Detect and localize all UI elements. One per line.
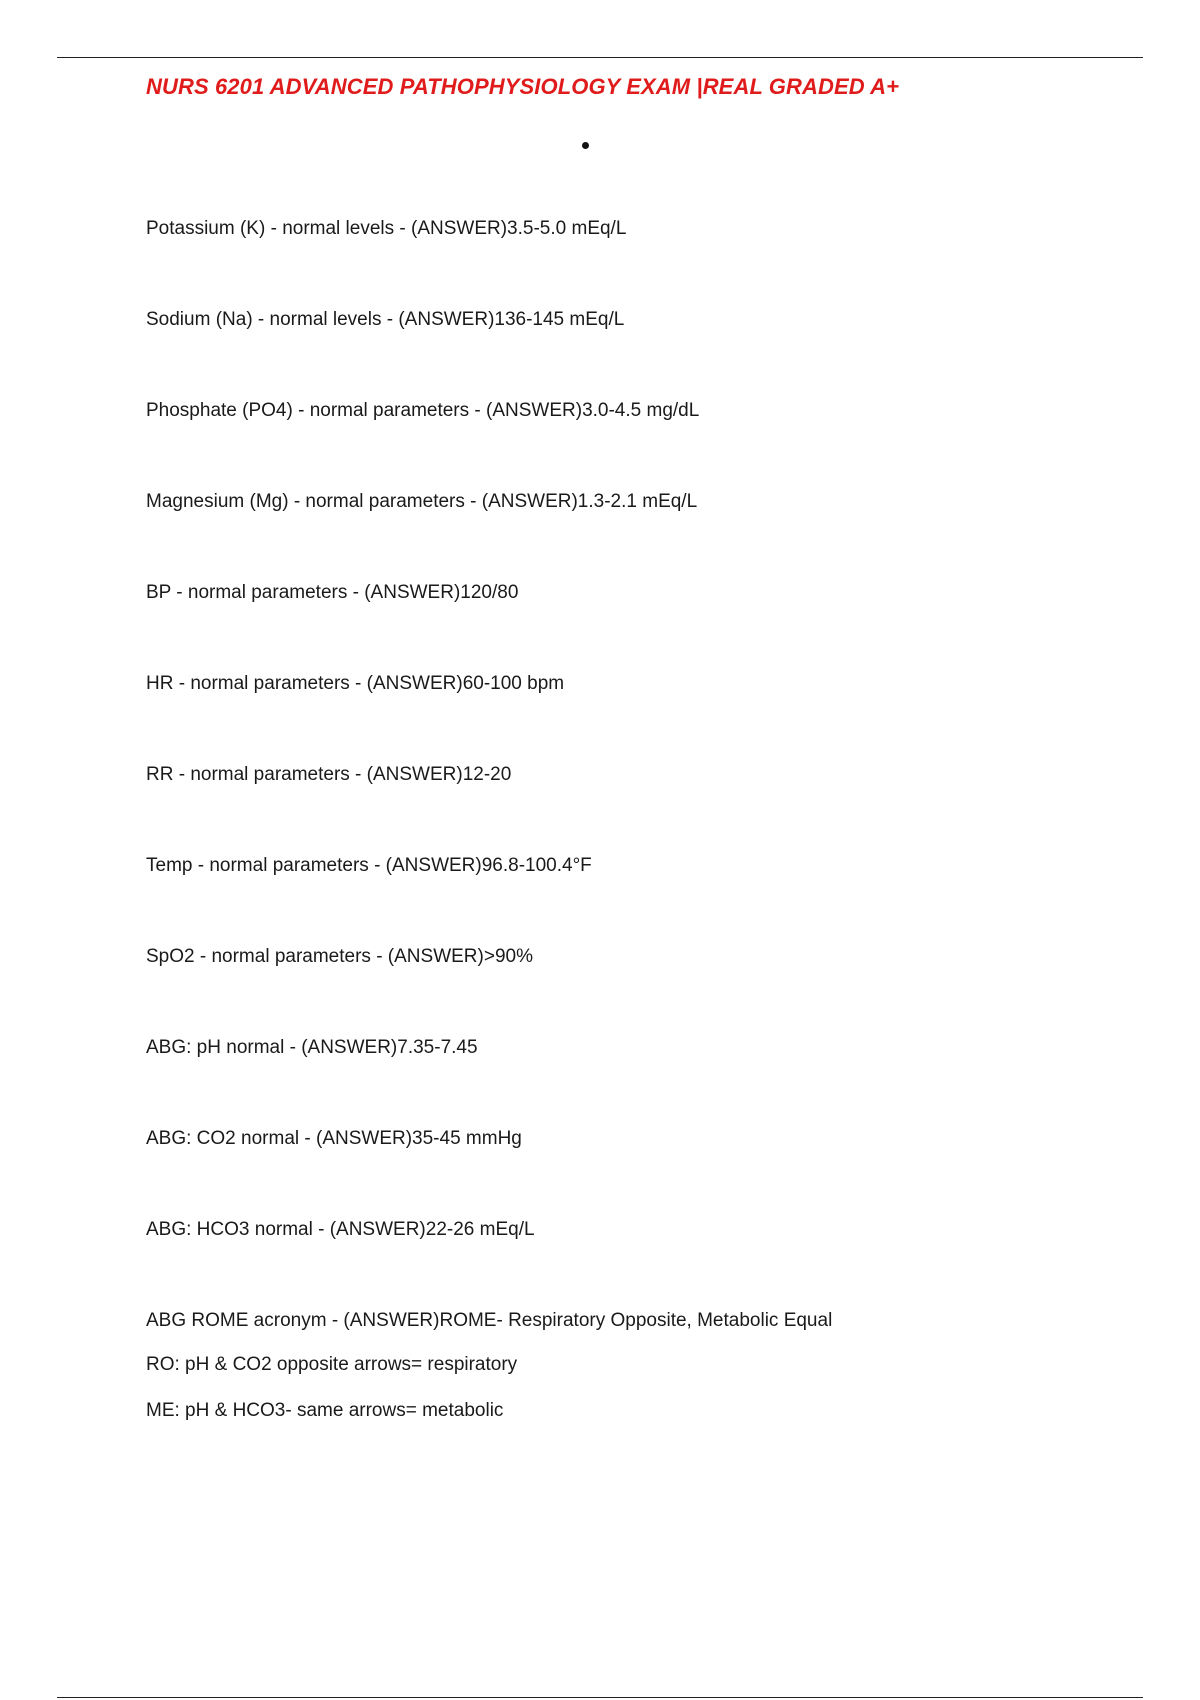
entry-rr: RR - normal parameters - (ANSWER)12-20 — [146, 764, 512, 785]
entry-abg-rome: ABG ROME acronym - (ANSWER)ROME- Respiratory Opposite, Metabolic Equal — [146, 1310, 833, 1331]
entry-abg-co2: ABG: CO2 normal - (ANSWER)35-45 mmHg — [146, 1128, 522, 1149]
entry-potassium: Potassium (K) - normal levels - (ANSWER)3.5-5.0 mEq/L — [146, 218, 627, 239]
entry-hr: HR - normal parameters - (ANSWER)60-100 bpm — [146, 673, 565, 694]
entry-spo2: SpO2 - normal parameters - (ANSWER)>90% — [146, 946, 533, 967]
entry-sodium: Sodium (Na) - normal levels - (ANSWER)136-145 mEq/L — [146, 309, 625, 330]
entry-temp: Temp - normal parameters - (ANSWER)96.8-100.4°F — [146, 855, 592, 876]
rome-line-ro: RO: pH & CO2 opposite arrows= respiratory — [146, 1354, 518, 1375]
entry-abg-hco3: ABG: HCO3 normal - (ANSWER)22-26 mEq/L — [146, 1219, 535, 1240]
entry-abg-ph: ABG: pH normal - (ANSWER)7.35-7.45 — [146, 1037, 478, 1058]
document-title: NURS 6201 ADVANCED PATHOPHYSIOLOGY EXAM |REAL GRADED A+ — [146, 74, 900, 99]
rome-line-me: ME: pH & HCO3- same arrows= metabolic — [146, 1400, 504, 1421]
bullet-point — [582, 142, 589, 149]
top-divider — [57, 57, 1143, 58]
entry-magnesium: Magnesium (Mg) - normal parameters - (ANSWER)1.3-2.1 mEq/L — [146, 491, 698, 512]
entry-phosphate: Phosphate (PO4) - normal parameters - (ANSWER)3.0-4.5 mg/dL — [146, 400, 700, 421]
entry-bp: BP - normal parameters - (ANSWER)120/80 — [146, 582, 519, 603]
bottom-divider — [57, 1697, 1143, 1698]
